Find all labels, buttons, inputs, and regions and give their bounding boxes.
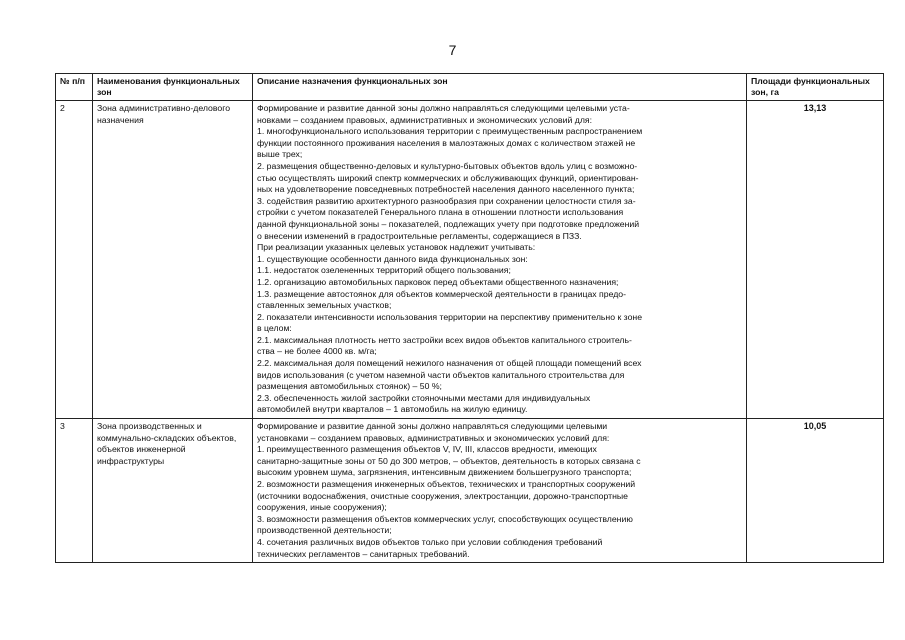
description-line: При реализации указанных целевых установок надлежит учитывать: xyxy=(257,242,536,253)
description-line: функции постоянного проживания населения в малоэтажных домах с количеством этажей не xyxy=(257,137,636,148)
description-line: технических регламентов – санитарных требований. xyxy=(257,548,470,559)
description-line: 4. сочетания различных видов объектов только при условии соблюдения требований xyxy=(257,536,603,547)
description-line: Формирование и развитие данной зоны должно направляться следующими целевыми xyxy=(257,421,608,432)
header-description: Описание назначения функциональных зон xyxy=(253,74,747,101)
description-line: данной функциональной зоны – показателей, подлежащих учету при подготовке предложений xyxy=(257,218,640,229)
description-line: автомобилей внутри кварталов – 1 автомобиль на жилую единицу. xyxy=(257,404,528,415)
description-line: ства – не более 4000 кв. м/га; xyxy=(257,346,377,357)
description-line: 2. показатели интенсивности использования территории на перспективу применительно к зоне xyxy=(257,311,643,322)
description-line: в целом: xyxy=(257,323,292,334)
zone-name: Зона производственных и коммунально-складских объектов, объектов инженерной инфраструктуры xyxy=(93,419,253,563)
row-number: 2 xyxy=(56,101,93,419)
description-line: 1. преимущественного размещения объектов V, IV, III, классов вредности, имеющих xyxy=(257,444,597,455)
description-line: 2. возможности размещения инженерных объектов, технических и транспортных сооружений xyxy=(257,479,636,489)
description-line: новками – созданием правовых, административных и экономических условий для: xyxy=(257,114,593,125)
zone-area: 13,13 xyxy=(747,101,884,419)
description-line: 2.2. максимальная доля помещений нежилого назначения от общей площади помещений всех xyxy=(257,358,642,369)
header-number: № п/п xyxy=(56,74,93,101)
description-line: 3. содействия развитию архитектурного разнообразия при сохранении целостности стиля за- xyxy=(257,195,636,206)
row-number: 3 xyxy=(56,419,93,563)
description-line: 3. возможности размещения объектов коммерческих услуг, способствующих осуществлению xyxy=(257,513,633,524)
description-line: 1. многофункционального использования территории с преимущественным распространением xyxy=(257,126,643,137)
zone-description xyxy=(253,419,747,563)
table-header-row xyxy=(56,74,884,101)
header-zone-name: Наименования функциональных зон xyxy=(93,74,253,101)
description-line: стройки с учетом показателей Генерального плана в отношении плотности использования xyxy=(257,207,624,218)
page-number: 7 xyxy=(448,42,457,58)
zone-name: Зона административно-делового назначения xyxy=(93,101,253,419)
description-line: (источники водоснабжения, очистные сооружения, электростанции, дорожно-транспортные xyxy=(257,490,628,501)
header-area: Площади функциональных зон, га xyxy=(747,74,884,101)
description-line: 2.1. максимальная плотность нетто застройки всех видов объектов капитального строитель- xyxy=(257,334,632,345)
description-line: сооружения, иные сооружения); xyxy=(257,502,387,513)
description-line: 1.1. недостаток озелененных территорий общего пользования; xyxy=(257,265,511,276)
description-line: высоким уровнем шума, загрязнения, интенсивным движением большегрузного транспорта; xyxy=(257,467,632,478)
description-line: видов использования (с учетом наземной части объектов капитального строительства для xyxy=(257,369,625,380)
description-line: 1. существующие особенности данного вида функциональных зон: xyxy=(257,253,528,264)
description-line: выше трех; xyxy=(257,149,303,160)
description-line: санитарно-защитные зоны от 50 до 300 метров, – объектов, деятельность в которых связана с xyxy=(257,455,641,466)
description-line: установками – созданием правовых, административных и экономических условий для: xyxy=(257,432,610,443)
table-row xyxy=(56,101,884,419)
zone-area: 10,05 xyxy=(747,419,884,563)
description-line: о внесении изменений в градостроительные регламенты, содержащиеся в ПЗЗ. xyxy=(257,230,582,241)
description-line: 2.3. обеспеченность жилой застройки стояночными местами для индивидуальных xyxy=(257,392,591,403)
description-line: производственной деятельности; xyxy=(257,525,392,536)
zone-description xyxy=(253,101,747,419)
description-line: размещения автомобильных стоянок) – 50 %; xyxy=(257,381,442,392)
functional-zones-table xyxy=(55,73,884,563)
table-row xyxy=(56,419,884,563)
description-line: 2. размещения общественно-деловых и культурно-бытовых объектов вдоль улиц с возможно- xyxy=(257,160,638,171)
description-line: ных на удовлетворение повседневных потребностей населения данного населенного пункта; xyxy=(257,184,635,195)
description-line: 1.3. размещение автостоянок для объектов коммерческой деятельности в границах предо- xyxy=(257,288,627,299)
description-line: Формирование и развитие данной зоны должно направляться следующими целевыми уста- xyxy=(257,103,630,113)
description-line: 1.2. организацию автомобильных парковок перед объектами общественного назначения; xyxy=(257,276,619,287)
description-line: ставленных земельных участков; xyxy=(257,300,392,311)
description-line: стью осуществлять широкий спектр коммерческих и обслуживающих функций, ориентирован- xyxy=(257,172,639,183)
